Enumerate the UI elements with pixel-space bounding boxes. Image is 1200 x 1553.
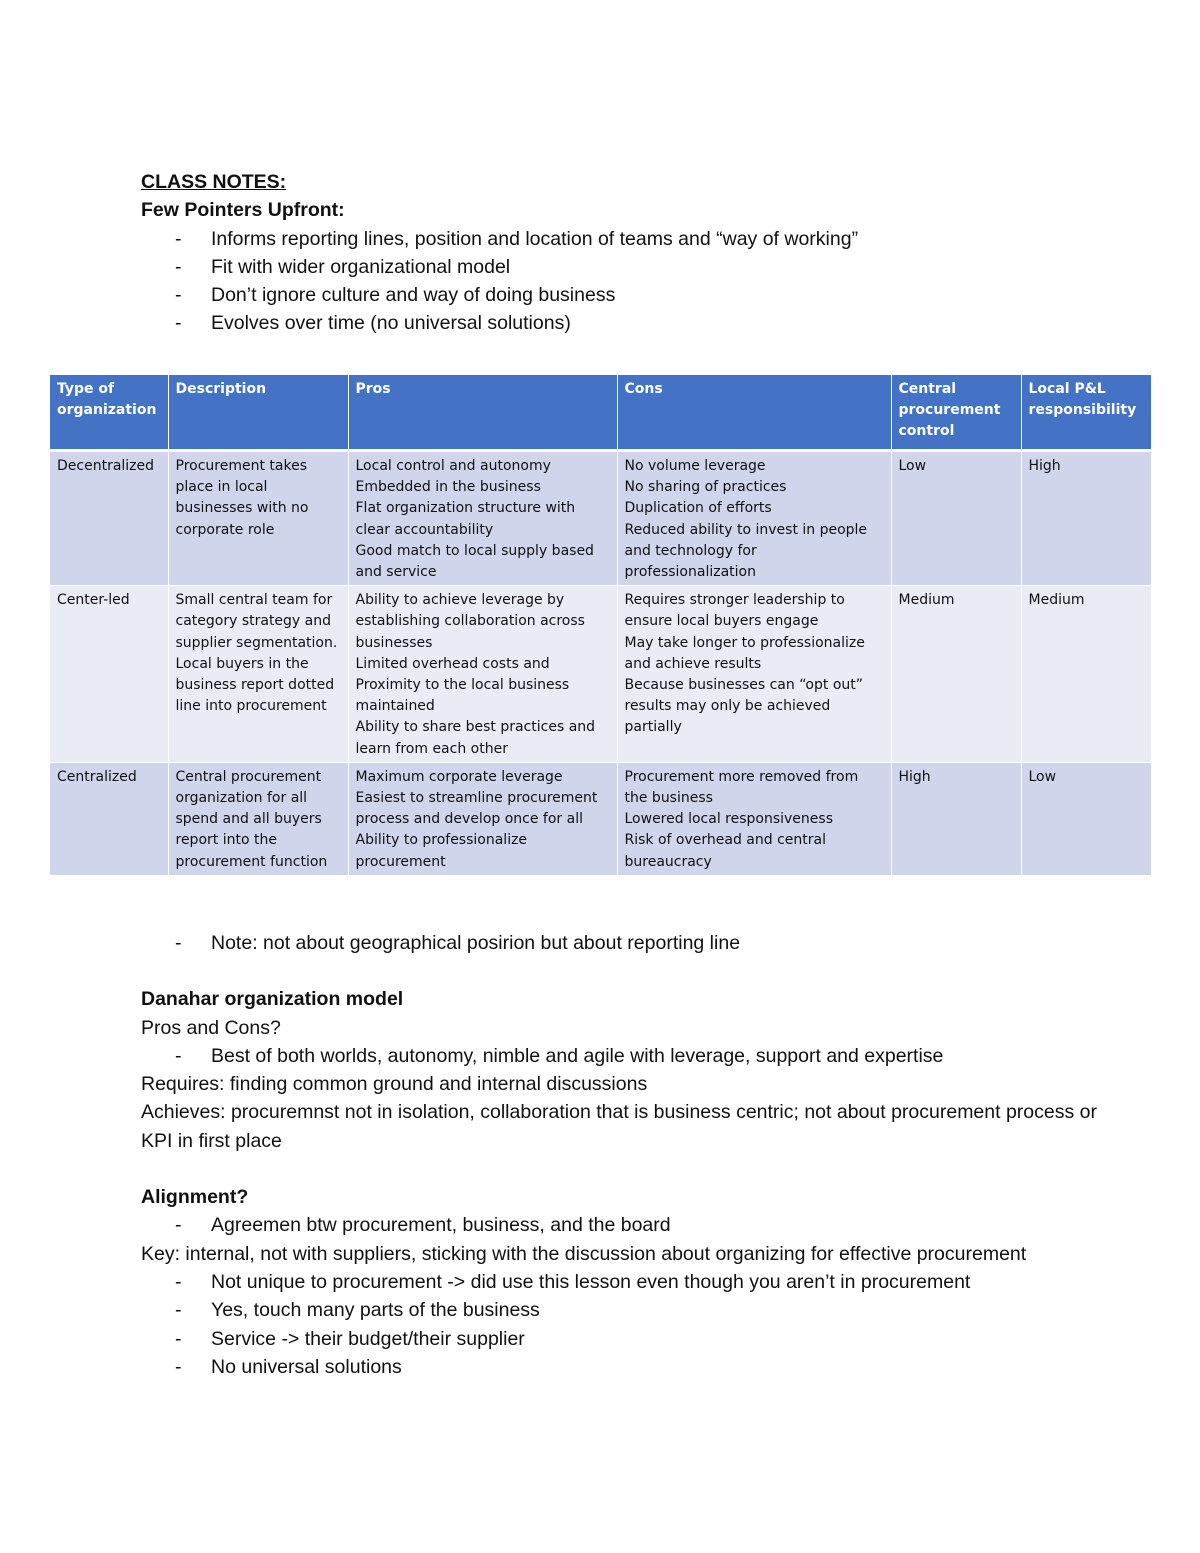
cell-central-control: Medium — [891, 586, 1021, 763]
note-list — [141, 929, 1121, 957]
header-description: Description — [168, 375, 348, 451]
cell-local-pl: Low — [1028, 768, 1057, 785]
list-item: - No universal solutions — [141, 1353, 1121, 1381]
cell-local-pl: High — [1028, 458, 1061, 474]
header-cons: Cons — [617, 375, 891, 451]
list-item: - Agreemen btw procurement, business, and the board — [141, 1211, 1121, 1239]
cell-cons — [617, 762, 891, 875]
danahar-heading: Danahar organization model — [141, 988, 404, 1011]
pros-line: Flat organization structure with clear accountability — [355, 500, 576, 538]
alignment-key: Key: internal, not with suppliers, sticking with the discussion about organizing for effective procurement — [141, 1242, 1027, 1265]
cons-line: May take longer to professionalize and achieve results — [624, 634, 865, 672]
cons-line: Requires stronger leadership to ensure local buyers engage — [624, 592, 845, 630]
cell-description: Small central team for category strategy and supplier segmentation. Local buyers in the business report dotted line into procurement — [168, 586, 348, 763]
pros-line: Embedded in the business — [355, 479, 541, 496]
class-notes-title: CLASS NOTES: — [141, 171, 287, 193]
header-local-pl: Local P&L responsibility — [1021, 375, 1151, 451]
cons-line: No sharing of practices — [624, 479, 787, 496]
class-notes-section — [141, 168, 1101, 338]
cell-cons — [617, 586, 891, 763]
danahar-achieves: Achieves: procuremnst not in isolation, collaboration that is business centric; not about procurement process or KPI in first place — [141, 1101, 1097, 1152]
cons-line: Duplication of efforts — [624, 500, 772, 517]
cell-type: Decentralized — [50, 451, 168, 586]
notes-continued — [141, 929, 1121, 1381]
table-row — [50, 451, 1151, 586]
alignment-key-list — [141, 1268, 1121, 1381]
organization-types-table — [50, 375, 1151, 876]
pros-line: Ability to share best practices and learn from each other — [355, 719, 596, 757]
cons-line: No volume leverage — [624, 458, 766, 474]
danahar-list — [141, 1042, 1121, 1070]
list-item: - Note: not about geographical posirion but about reporting line — [141, 929, 1121, 957]
cell-central-control: Low — [891, 451, 1021, 586]
table-header-row — [50, 375, 1151, 451]
header-type: Type of organization — [50, 375, 168, 451]
danahar-question: Pros and Cons? — [141, 1016, 281, 1039]
list-item: - Best of both worlds, autonomy, nimble and agile with leverage, support and expertise — [141, 1042, 1121, 1070]
pros-line: Maximum corporate leverage — [355, 768, 563, 785]
cell-type: Center-led — [50, 586, 168, 763]
pros-line: Good match to local supply based and service — [355, 542, 594, 581]
pointers-list — [141, 225, 1101, 338]
list-item: - Evolves over time (no universal solutions) — [141, 309, 1101, 337]
danahar-requires: Requires: finding common ground and internal discussions — [141, 1073, 648, 1096]
table-row — [50, 586, 1151, 763]
cell-description: Procurement takes place in local businesses with no corporate role — [168, 451, 348, 586]
header-central-control: Central procurement control — [891, 375, 1021, 451]
list-item: - Service -> their budget/their supplier — [141, 1325, 1121, 1353]
pros-line: Local control and autonomy — [355, 458, 551, 474]
list-item: - Not unique to procurement -> did use this lesson even though you aren’t in procurement — [141, 1268, 1121, 1296]
cons-line: Reduced ability to invest in people and technology for professionalization — [624, 521, 868, 581]
pros-line: Proximity to the local business maintained — [355, 677, 570, 715]
pros-line: Limited overhead costs and — [355, 655, 550, 672]
list-item: - Informs reporting lines, position and location of teams and “way of working” — [141, 225, 1101, 253]
alignment-heading: Alignment? — [141, 1186, 249, 1209]
cons-line: Lowered local responsiveness — [624, 811, 833, 828]
cell-pros — [348, 451, 617, 586]
cell-pros — [348, 762, 617, 875]
cons-line: Risk of overhead and central bureaucracy — [624, 832, 826, 870]
cons-line: Because businesses can “opt out” results may only be achieved partially — [624, 677, 864, 736]
pros-line: Easiest to streamline procurement process and develop once for all — [355, 790, 598, 828]
alignment-list — [141, 1211, 1121, 1239]
cell-type: Centralized — [50, 762, 168, 875]
pointers-heading: Few Pointers Upfront: — [141, 199, 345, 222]
cell-local-pl: Medium — [1028, 592, 1085, 609]
list-item: - Don’t ignore culture and way of doing business — [141, 281, 1101, 309]
pros-line: Ability to achieve leverage by establishing collaboration across businesses — [355, 592, 585, 651]
cell-pros — [348, 586, 617, 763]
pros-line: Ability to professionalize procurement — [355, 832, 528, 870]
list-item: - Fit with wider organizational model — [141, 253, 1101, 281]
cons-line: Procurement more removed from the business — [624, 768, 859, 807]
table-row — [50, 762, 1151, 875]
cell-cons — [617, 451, 891, 586]
header-pros: Pros — [348, 375, 617, 451]
list-item: - Yes, touch many parts of the business — [141, 1296, 1121, 1324]
cell-central-control: High — [891, 762, 1021, 875]
cell-description: Central procurement organization for all spend and all buyers report into the procurement function — [168, 762, 348, 875]
